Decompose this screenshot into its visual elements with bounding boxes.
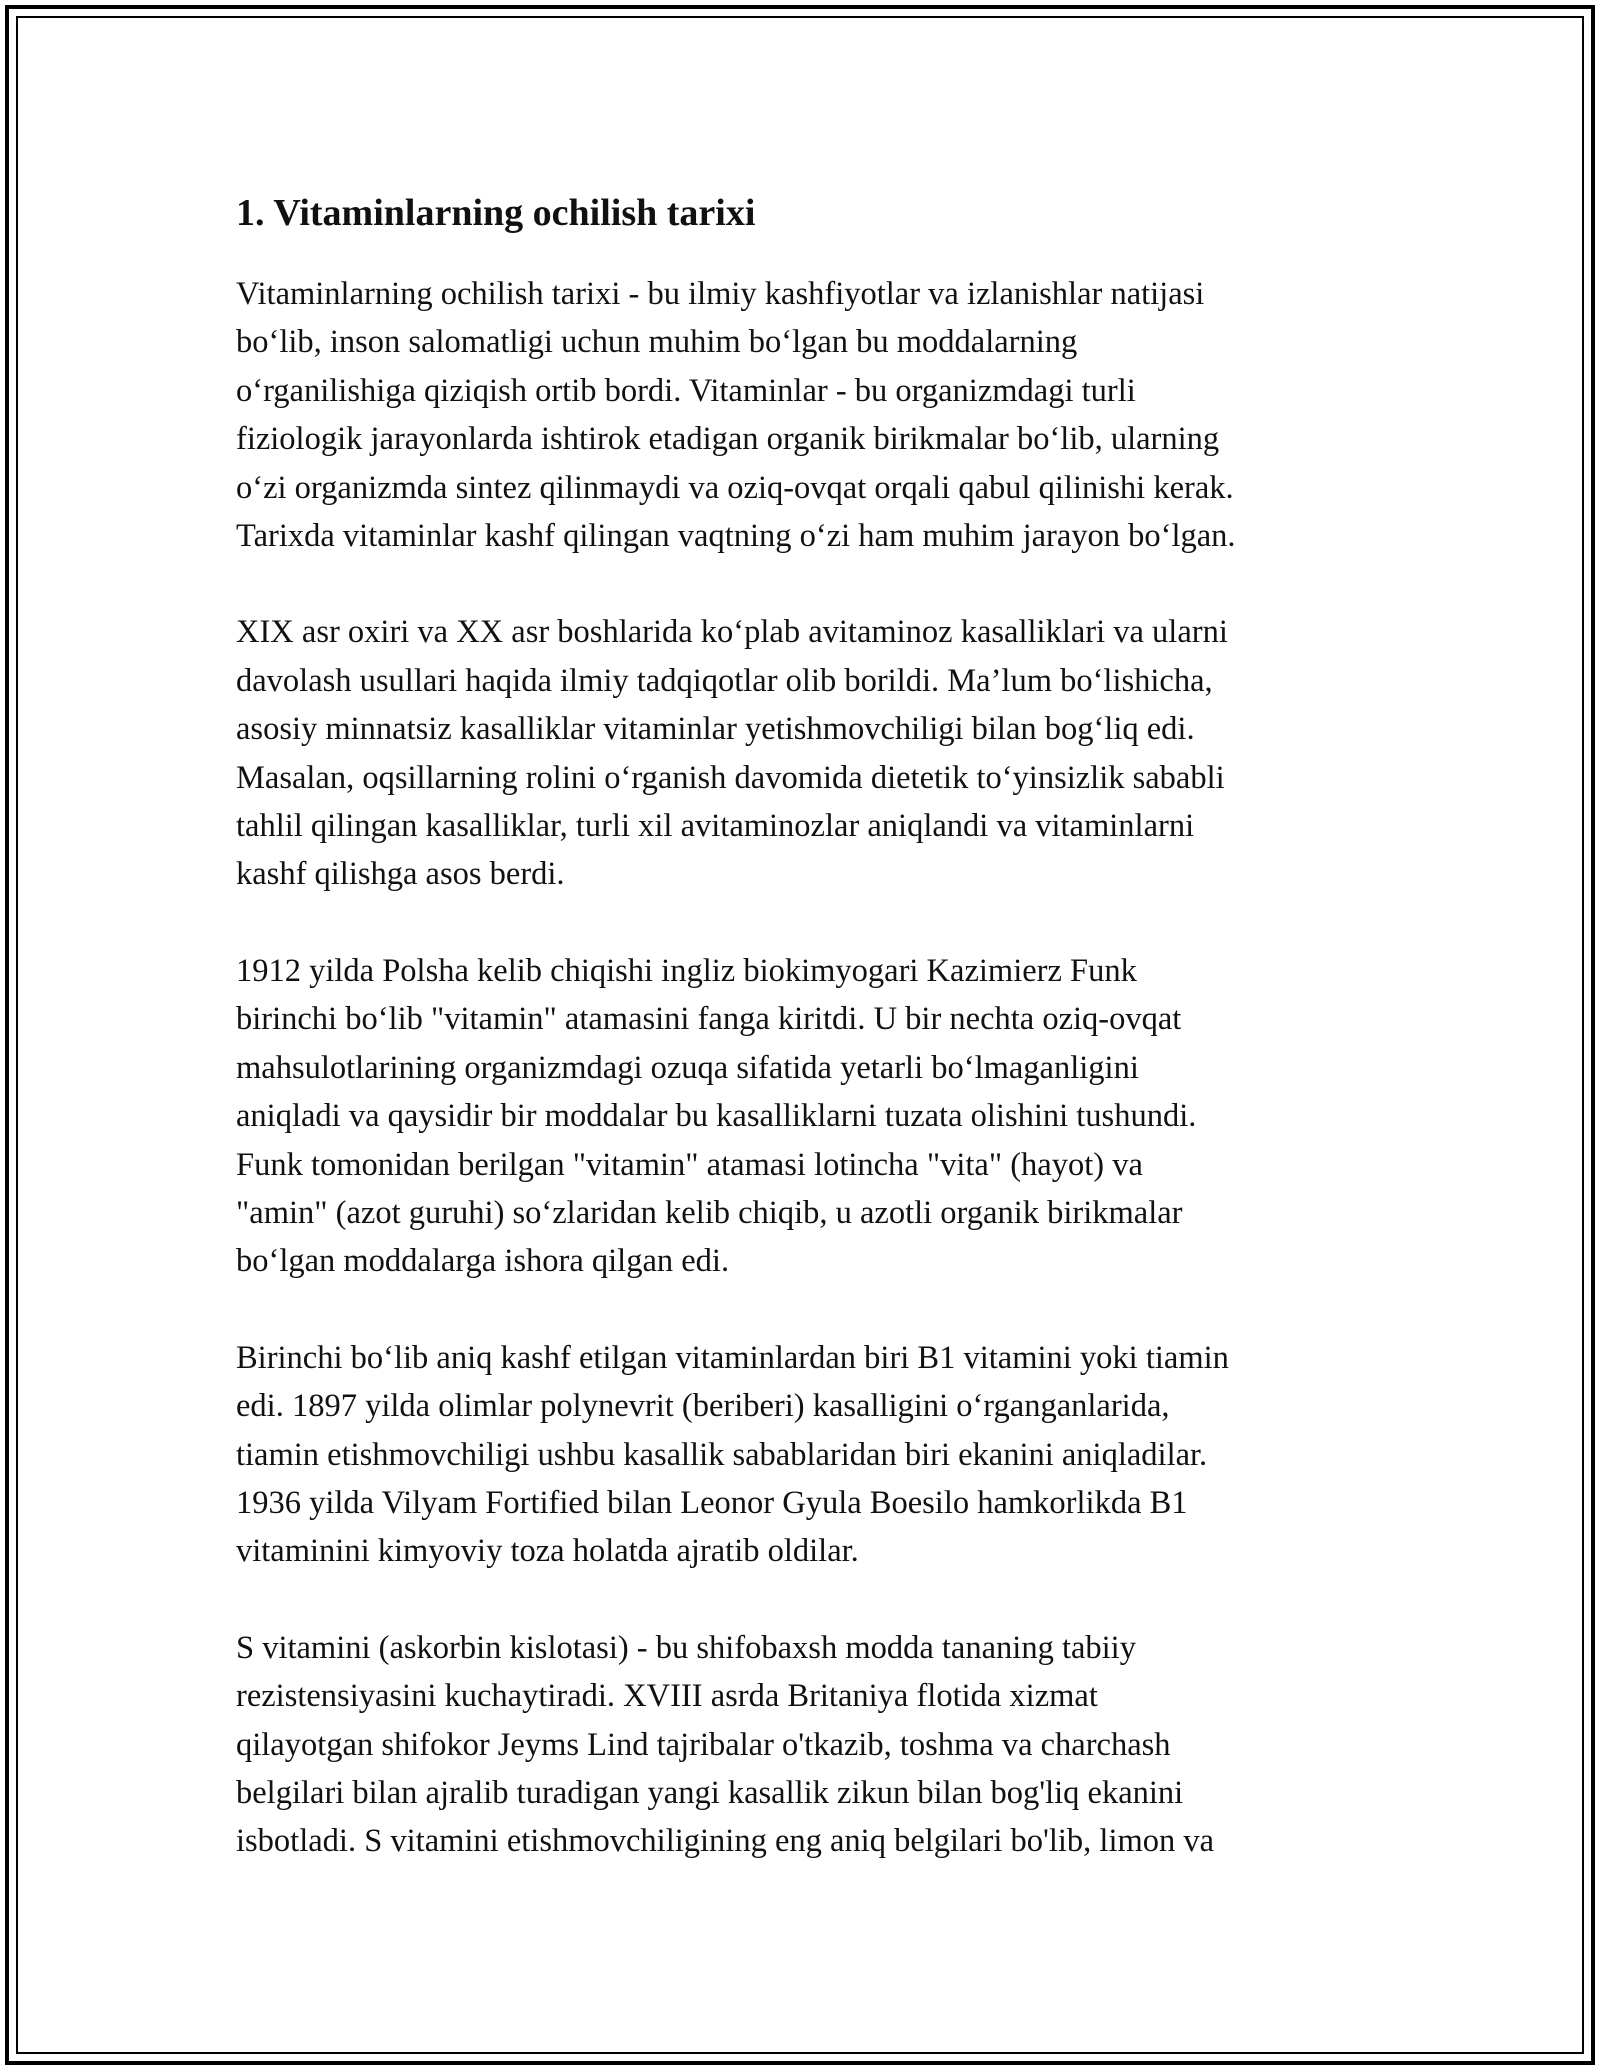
paragraph-line: edi. 1897 yilda olimlar polynevrit (beriberi) kasalligini o‘rganganlarida, [236, 1388, 1170, 1425]
paragraph-5 [236, 1624, 1384, 1866]
paragraph-line: mahsulotlarining organizmdagi ozuqa sifatida yetarli bo‘lmaganligini [236, 1049, 1139, 1086]
section-heading: 1. Vitaminlarning ochilish tarixi [236, 192, 756, 234]
paragraph-line: o‘zi organizmda sintez qilinmaydi va oziq-ovqat orqali qabul qilinishi kerak. [236, 469, 1234, 506]
paragraph-line: XIX asr oxiri va XX asr boshlarida ko‘plab avitaminoz kasalliklari va ularni [236, 614, 1228, 651]
paragraph-2 [236, 608, 1384, 898]
paragraph-line: 1936 yilda Vilyam Fortified bilan Leonor Gyula Boesilo hamkorlikda B1 [236, 1484, 1188, 1521]
paragraph-line: aniqladi va qaysidir bir moddalar bu kasalliklarni tuzata olishini tushundi. [236, 1098, 1197, 1135]
paragraph-line: Vitaminlarning ochilish tarixi - bu ilmiy kashfiyotlar va izlanishlar natijasi [236, 276, 1205, 312]
paragraph-line: tiamin etishmovchiligi ushbu kasallik sabablaridan biri ekanini aniqladilar. [236, 1436, 1208, 1473]
paragraph-line: vitaminini kimyoviy toza holatda ajratib oldilar. [236, 1533, 859, 1570]
paragraph-line: Tarixda vitaminlar kashf qilingan vaqtning o‘zi ham muhim jarayon bo‘lgan. [236, 518, 1236, 555]
paragraph-line: S vitamini (askorbin kislotasi) - bu shifobaxsh modda tananing tabiiy [236, 1629, 1136, 1666]
paragraph-line: rezistensiyasini kuchaytiradi. XVIII asrda Britaniya flotida xizmat [236, 1678, 1098, 1715]
paragraph-line: fiziologik jarayonlarda ishtirok etadigan organik birikmalar bo‘lib, ularning [236, 421, 1220, 458]
paragraph-3 [236, 947, 1384, 1286]
paragraph-line: 1912 yilda Polsha kelib chiqishi ingliz biokimyogari Kazimierz Funk [236, 952, 1137, 989]
paragraph-line: kashf qilishga asos berdi. [236, 856, 565, 893]
paragraph-line: Birinchi bo‘lib aniq kashf etilgan vitaminlardan biri B1 vitamini yoki tiamin [236, 1339, 1229, 1376]
paragraph-line: davolash usullari haqida ilmiy tadqiqotlar olib borildi. Ma’lum bo‘lishicha, [236, 662, 1213, 699]
document-body [236, 186, 1384, 1914]
paragraph-line: "amin" (azot guruhi) so‘zlaridan kelib chiqib, u azotli organik birikmalar [236, 1194, 1183, 1231]
paragraph-line: birinchi bo‘lib "vitamin" atamasini fanga kiritdi. U bir nechta oziq-ovqat [236, 1001, 1182, 1038]
paragraph-line: isbotladi. S vitamini etishmovchiligining eng aniq belgilari bo'lib, limon va [236, 1823, 1215, 1860]
paragraph-line: qilayotgan shifokor Jeyms Lind tajribalar o'tkazib, toshma va charchash [236, 1726, 1171, 1763]
paragraph-line: bo‘lib, inson salomatligi uchun muhim bo‘lgan bu moddalarning [236, 324, 1078, 361]
paragraph-line: bo‘lgan moddalarga ishora qilgan edi. [236, 1243, 730, 1280]
paragraph-line: tahlil qilingan kasalliklar, turli xil avitaminozlar aniqlandi va vitaminlarni [236, 808, 1195, 845]
paragraph-line: o‘rganilishiga qiziqish ortib bordi. Vitaminlar - bu organizmdagi turli [236, 372, 1136, 409]
paragraph-line: Masalan, oqsillarning rolini o‘rganish davomida dietetik to‘yinsizlik sababli [236, 759, 1225, 796]
paragraph-line: belgilari bilan ajralib turadigan yangi kasallik zikun bilan bog'liq ekanini [236, 1774, 1184, 1811]
paragraph-line: asosiy minnatsiz kasalliklar vitaminlar yetishmovchiligi bilan bog‘liq edi. [236, 711, 1195, 748]
paragraph-1 [236, 270, 1384, 560]
paragraph-line: Funk tomonidan berilgan "vitamin" atamasi lotincha "vita" (hayot) va [236, 1146, 1143, 1183]
paragraph-4 [236, 1334, 1384, 1576]
